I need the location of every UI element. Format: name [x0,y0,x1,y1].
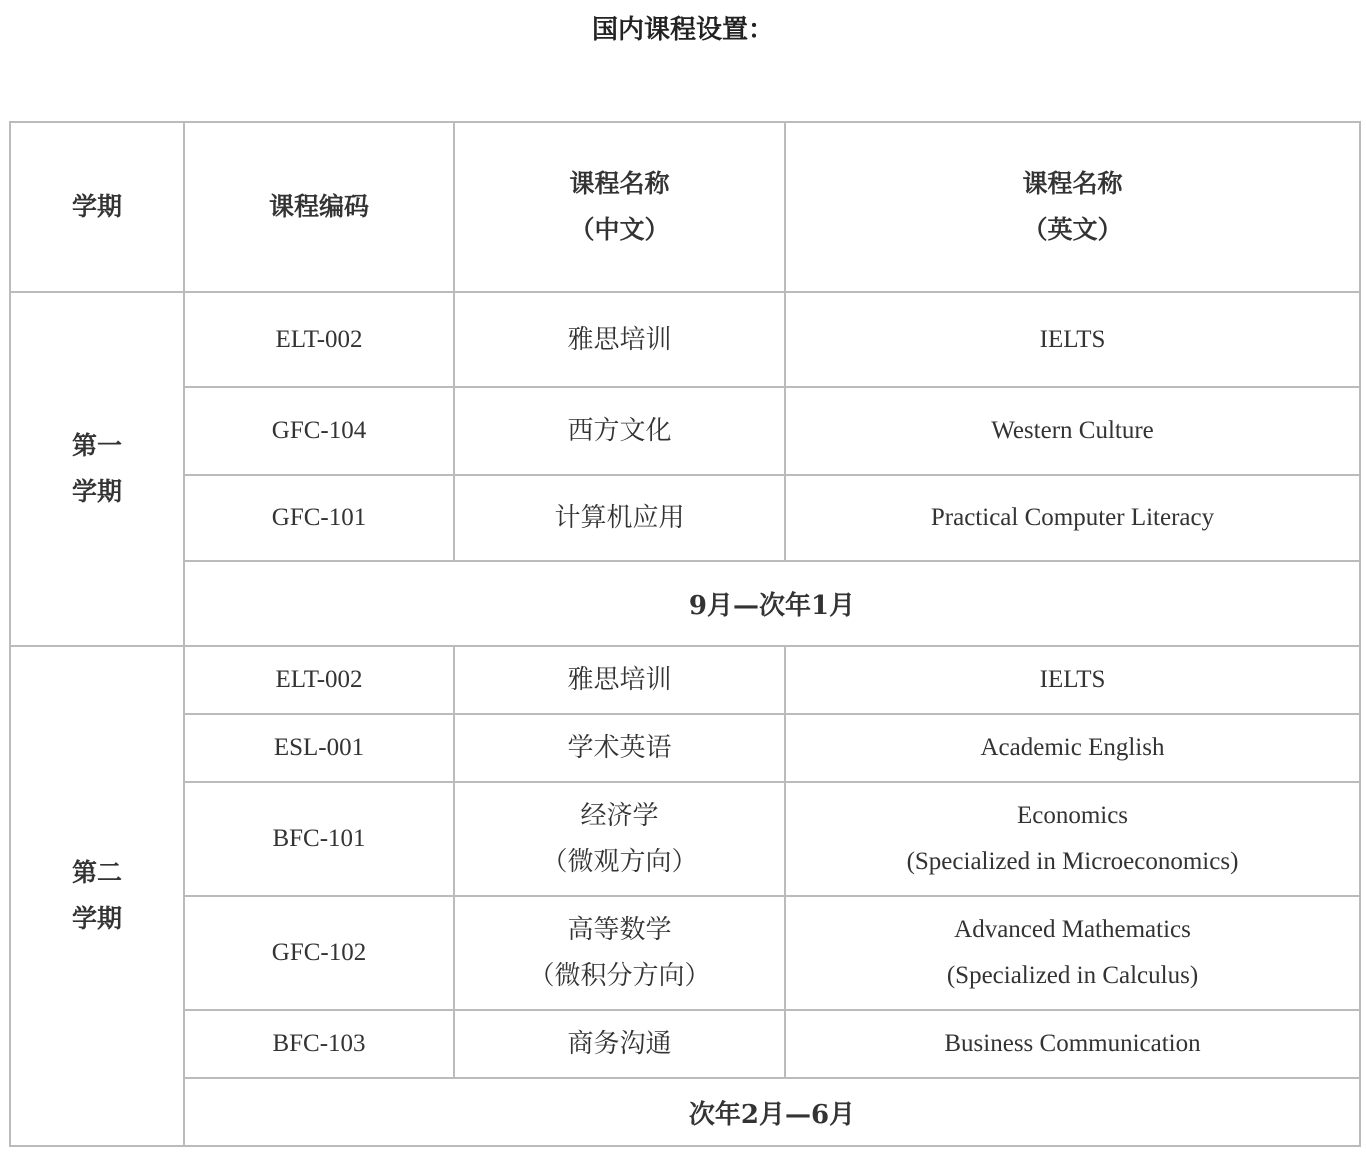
course-code: ELT-002 [184,646,454,714]
course-name-en-line1: IELTS [1039,666,1106,693]
course-code: BFC-103 [184,1010,454,1078]
header-name-cn [454,122,785,292]
term-2-period: 次年2月—6月 [184,1078,1360,1146]
course-name-cn-line1: 商务沟通 [567,1029,672,1059]
course-name-en-line2: (Specialized in Calculus) [946,962,1199,989]
course-name-cn [454,714,785,782]
course-name-cn [454,896,785,1010]
header-name-en-line2: （英文） [1022,215,1123,244]
course-name-en-line2: (Specialized in Microeconomics) [906,848,1239,875]
term-1-label-line2: 学期 [71,477,122,506]
header-name-cn-line1: 课程名称 [569,169,670,198]
course-name-en [785,782,1360,896]
table-row [10,1078,1360,1146]
course-code: ELT-002 [184,292,454,387]
table-row [10,387,1360,475]
table-row [10,292,1360,387]
term-2-label-line2: 学期 [71,904,122,933]
course-name-en [785,292,1360,387]
course-name-en-line1: Western Culture [991,417,1154,444]
course-name-cn-line1: 西方文化 [567,416,672,446]
course-name-cn-line1: 经济学 [580,801,659,831]
course-name-cn [454,475,785,561]
table-row [10,475,1360,561]
course-name-en-line1: Economics [1016,802,1129,829]
course-name-en [785,896,1360,1010]
course-name-en [785,646,1360,714]
term-1-label-line1: 第一 [71,431,122,460]
header-name-cn-line2: （中文） [569,215,670,244]
course-name-en-line1: Advanced Mathematics [954,916,1191,943]
course-name-cn [454,387,785,475]
course-name-en-line1: Practical Computer Literacy [930,504,1215,531]
header-row [10,122,1360,292]
table-row [10,896,1360,1010]
header-term: 学期 [10,122,184,292]
course-name-cn-line2: （微观方向） [541,847,698,877]
header-code: 课程编码 [184,122,454,292]
course-code: GFC-102 [184,896,454,1010]
table-row [10,561,1360,646]
course-name-en [785,714,1360,782]
course-code: ESL-001 [184,714,454,782]
course-code: BFC-101 [184,782,454,896]
table-row [10,782,1360,896]
course-name-en-line1: IELTS [1039,325,1106,353]
course-name-cn-line1: 雅思培训 [567,324,672,355]
course-code: GFC-104 [184,387,454,475]
course-table [9,121,1361,1147]
header-name-en [785,122,1360,292]
table-row [10,646,1360,714]
header-name-en-line1: 课程名称 [1022,169,1123,198]
page-title: 国内课程设置： [591,15,774,45]
term-1-label [10,292,184,646]
course-name-en [785,387,1360,475]
course-name-cn-line1: 高等数学 [567,915,672,945]
course-name-en-line1: Academic English [980,734,1165,761]
course-name-en [785,475,1360,561]
course-code: GFC-101 [184,475,454,561]
course-name-cn [454,1010,785,1078]
course-name-en-line1: Business Communication [944,1030,1201,1057]
term-2-label-line1: 第二 [71,858,122,887]
course-name-cn-line2: （微积分方向） [528,961,711,991]
course-name-cn [454,646,785,714]
course-name-cn-line1: 学术英语 [567,733,672,763]
course-name-en [785,1010,1360,1078]
table-row [10,1010,1360,1078]
course-name-cn [454,782,785,896]
table-row [10,714,1360,782]
course-name-cn-line1: 计算机应用 [554,503,685,533]
course-name-cn-line1: 雅思培训 [567,665,672,695]
course-name-cn [454,292,785,387]
term-1-period: 9月—次年1月 [184,561,1360,646]
term-2-label [10,646,184,1146]
